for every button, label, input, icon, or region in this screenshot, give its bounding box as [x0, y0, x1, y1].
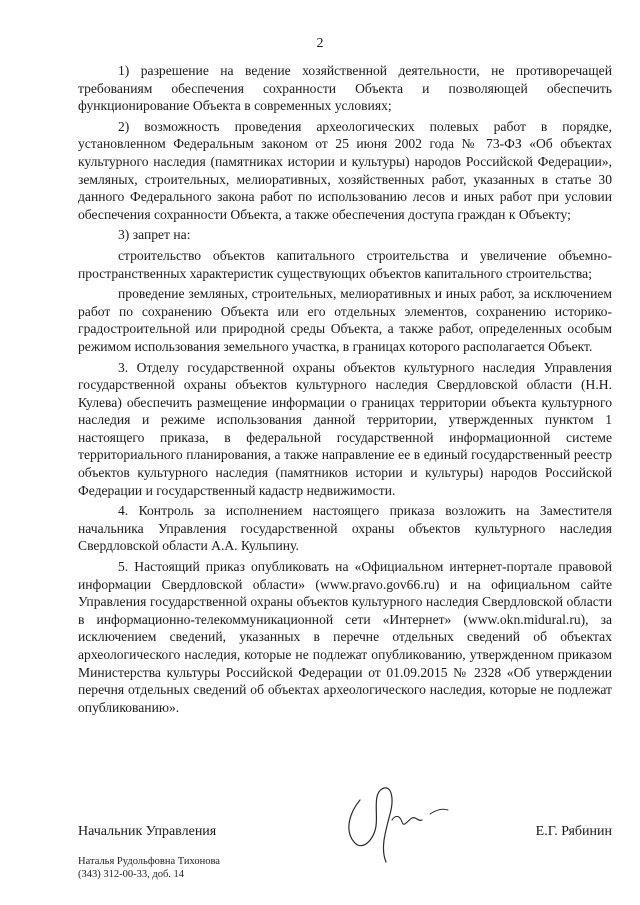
paragraph-2: 2) возможность проведения археологических полевых работ в порядке, установленном Федеральным законом от 25 июня 2002 года № 73-ФЗ «Об объектах культурного наследия (памятниках истории и культуры) народов Российской Федерации», земляных, строительных, мелиоративных, хозяйственных работ, указанных в статье 30 данного Федерального закона работ по использованию лесов и иных работ при условии обеспечения сохранности Объекта, а также обеспечения доступа граждан к Объекту;	[78, 118, 612, 222]
paragraph-1: 1) разрешение на ведение хозяйственной деятельности, не противоречащей требованиям обеспечения сохранности Объекта и позволяющей обеспечить функционирование Объекта в современных условиях;	[78, 63, 612, 114]
signer-name: Е.Г. Рябинин	[535, 824, 612, 839]
contact-phone: (343) 312-00-33, доб. 14	[78, 869, 185, 880]
page-number: 2	[316, 36, 324, 51]
signer-title: Начальник Управления	[78, 824, 217, 839]
paragraph-8: 5. Настоящий приказ опубликовать на «Официальном интернет-портале правовой информации Свердловской области» (www.pravo.gov66.ru) и на официальном сайте Управления государственной охраны объектов культурного наследия Свердловской области в информационно-телекоммуникационной сети «Интернет» (www.okn.midural.ru), за исключением сведений, указанных в перечне отдельных сведений об объектах археологического наследия, которые не подлежат опубликованию, утвержденном приказом Министерства культуры Российской Федерации от 01.09.2015 № 2328 «Об утверждении перечня отдельных сведений об объектах археологического наследия, которые не подлежат опубликованию».	[78, 559, 612, 715]
paragraph-6: 3. Отделу государственной охраны объектов культурного наследия Управления государственной охраны объектов культурного наследия Свердловской области (Н.Н. Кулева) обеспечить размещение информации о границах территории объекта культурного наследия и режиме использования данной территории, утвержденных пунктом 1 настоящего приказа, в федеральной государственной информационной системе территориального планирования, а также направление ее в единый государственный реестр объектов культурного наследия (памятников истории и культуры) народов Российской Федерации и государственный кадастр недвижимости.	[78, 359, 612, 498]
document-body	[78, 62, 612, 719]
handwritten-signature	[332, 770, 462, 870]
contact-info	[78, 855, 220, 881]
paragraph-7: 4. Контроль за исполнением настоящего приказа возложить на Заместителя начальника Управления государственной охраны объектов культурного наследия Свердловской области А.А. Кульпину.	[78, 503, 612, 554]
paragraph-4: строительство объектов капитального строительства и увеличение объемно-пространственных характеристик существующих объектов капитального строительства;	[78, 247, 612, 281]
paragraph-5: проведение земляных, строительных, мелиоративных и иных работ, за исключением работ по сохранению Объекта или его отдельных элементов, сохранению историко-градостроительной или природной среды Объекта, а также работ, определенных особым режимом использования земельного участка, в границах которого располагается Объект.	[78, 286, 612, 354]
paragraph-3: 3) запрет на:	[118, 227, 191, 243]
contact-person: Наталья Рудольфовна Тихонова	[78, 856, 220, 867]
